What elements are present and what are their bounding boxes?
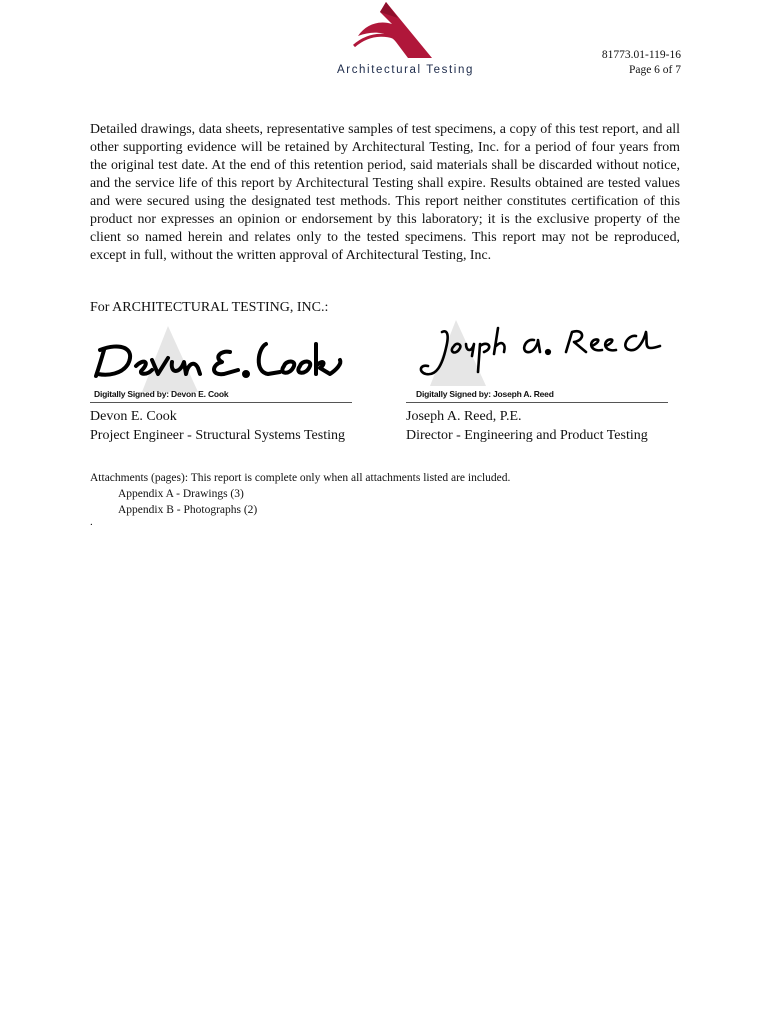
attachments-intro: Attachments (pages): This report is complete only when all attachments listed are included.	[90, 472, 511, 484]
signature-block-reed	[406, 318, 668, 445]
signer-title: Project Engineer - Structural Systems Testing	[90, 428, 345, 443]
attachment-item: Appendix A - Drawings (3)	[118, 488, 244, 500]
signer-name: Joseph A. Reed, P.E.	[406, 409, 522, 424]
digital-signature-stamp: Digitally Signed by: Devon E. Cook	[94, 389, 229, 399]
attachment-item: Appendix B - Photographs (2)	[118, 504, 258, 516]
signature-area	[90, 318, 352, 403]
signer-name: Devon E. Cook	[90, 409, 177, 424]
attachments-section	[90, 470, 510, 518]
logo-wordmark: Architectural Testing	[337, 64, 474, 76]
signature-block-cook	[90, 318, 352, 445]
digital-signature-stamp: Digitally Signed by: Joseph A. Reed	[416, 389, 554, 399]
signature-area	[406, 318, 668, 403]
retention-paragraph: Detailed drawings, data sheets, representative samples of test specimens, a copy of this test report, and all other supporting evidence will be retained by Architectural Testing, Inc. for a period of four years from the original test date. At the end of this retention period, said materials shall be discarded without notice, and the service life of this report by Architectural Testing shall expire. Results obtained are tested values and were secured using the designated test methods. This report neither constitutes certification of this product nor expresses an opinion or endorsement by this laboratory; it is the exclusive property of the client so named herein and relates only to the tested specimens. This report may not be reproduced, except in full, without the written approval of Architectural Testing, Inc.	[90, 122, 680, 263]
trailing-mark: .	[90, 516, 93, 528]
report-id-block	[602, 48, 681, 78]
handwritten-signature-cook	[90, 318, 352, 388]
for-company-line: For ARCHITECTURAL TESTING, INC.:	[90, 300, 329, 315]
page-indicator: Page 6 of 7	[628, 64, 681, 76]
report-number: 81773.01-119-16	[601, 49, 681, 61]
signer-title: Director - Engineering and Product Testing	[406, 428, 648, 443]
handwritten-signature-reed	[406, 318, 668, 388]
company-logo	[336, 2, 496, 82]
logo-triangle-icon	[336, 2, 496, 64]
